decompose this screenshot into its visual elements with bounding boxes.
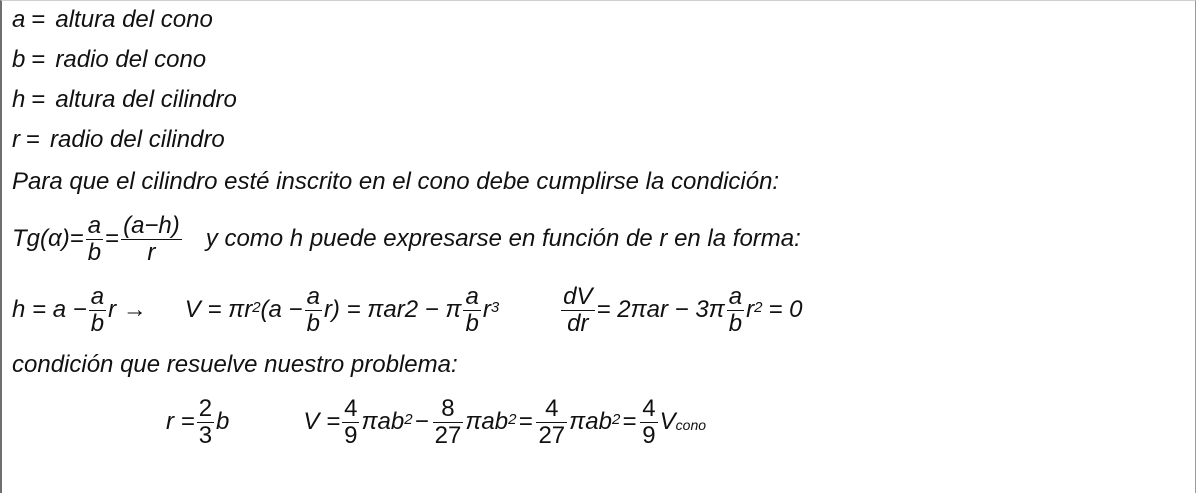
equals-sign: =: [31, 6, 46, 33]
definition-symbol: b: [12, 46, 26, 73]
denominator: 3: [198, 421, 213, 449]
numerator: (a−h): [123, 211, 180, 239]
condition-text: Para que el cilindro esté inscrito en el cono debe cumplirse la condición:: [12, 168, 780, 195]
fraction-4-over-27: [536, 396, 567, 449]
denominator: 27: [538, 421, 566, 449]
definition-symbol: r: [12, 126, 20, 153]
numerator: 4: [545, 394, 559, 422]
fraction-4-over-9: [342, 396, 359, 449]
exponent: 2: [611, 411, 621, 428]
definition-text: altura del cono: [55, 6, 213, 33]
solve-text: condición que resuelve nuestro problema:: [12, 351, 458, 378]
numerator: a: [465, 282, 479, 310]
fraction-a-over-b: [727, 284, 744, 337]
exponent: 3: [490, 299, 500, 316]
denominator: b: [306, 309, 320, 337]
h-expression: h = a −: [12, 296, 87, 323]
tg-equals: )=: [61, 225, 84, 252]
numerator: 4: [642, 394, 656, 422]
numerator: a: [87, 211, 102, 239]
fraction-2-over-3: [197, 396, 214, 449]
definition-h: [12, 86, 237, 114]
definition-text: radio del cono: [55, 46, 207, 73]
minus-sign: −: [414, 408, 429, 435]
equals-sign: =: [31, 86, 46, 113]
denominator: 9: [642, 421, 656, 449]
numerator: a: [728, 282, 743, 310]
derivative-expression: = 0: [768, 296, 803, 323]
definition-a: [12, 6, 213, 34]
equals-sign: =: [31, 46, 46, 73]
numerator: a: [306, 282, 320, 310]
numerator: dV: [563, 282, 593, 310]
derivative-expression: = 2πar − 3π: [596, 296, 725, 323]
volume-expression: V = πr: [184, 296, 253, 323]
numerator: 8: [441, 394, 455, 422]
numerator: 2: [198, 394, 213, 422]
equals-sign: =: [622, 408, 637, 435]
exponent: 2: [508, 411, 517, 428]
result-equations: [166, 392, 706, 452]
volume-equations: [12, 281, 803, 339]
h-expression-tail: r →: [108, 296, 147, 323]
v-result: πab: [465, 408, 509, 435]
volume-expression: r) = πar2 − π: [323, 296, 462, 323]
exponent: 2: [754, 299, 763, 316]
equals-sign: =: [26, 126, 41, 153]
denominator: dr: [567, 309, 589, 337]
v-result: V: [659, 408, 676, 435]
definition-b: [12, 46, 206, 74]
equals-sign: =: [105, 225, 120, 252]
v-result: πab: [361, 408, 405, 435]
fraction-a-over-b: [463, 284, 480, 337]
numerator: a: [90, 282, 105, 310]
subscript: cono: [675, 417, 707, 433]
fraction-4-over-9: [640, 396, 657, 449]
definition-text: radio del cilindro: [50, 126, 225, 153]
definition-symbol: a: [12, 6, 26, 33]
alpha-symbol: α: [48, 225, 62, 252]
volume-expression: (a −: [260, 296, 303, 323]
fraction-a-over-b: [86, 213, 103, 266]
fraction-a-over-b: [305, 284, 322, 337]
denominator: b: [728, 309, 743, 337]
denominator: b: [87, 238, 102, 266]
denominator: r: [147, 238, 156, 266]
definition-text: altura del cilindro: [55, 86, 237, 113]
derivative-expression: r: [746, 296, 755, 323]
fraction-a-over-b: [89, 284, 106, 337]
equals-sign: =: [518, 408, 533, 435]
denominator: b: [90, 309, 105, 337]
tg-description: y como h puede expresarse en función de r en la forma:: [205, 225, 801, 252]
fraction-8-over-27: [433, 396, 464, 449]
denominator: b: [465, 309, 479, 337]
denominator: 9: [344, 421, 358, 449]
definition-symbol: h: [12, 86, 26, 113]
tg-lhs: Tg(: [12, 225, 48, 252]
volume-expression: r: [482, 296, 491, 323]
exponent: 2: [252, 299, 261, 316]
tangent-equation: [12, 211, 801, 267]
denominator: 27: [434, 421, 462, 449]
r-result: r =: [166, 408, 195, 435]
definition-r: [12, 126, 225, 154]
v-result: πab: [569, 408, 612, 435]
v-result: V =: [303, 408, 341, 435]
r-result: b: [216, 408, 230, 435]
derivative-fraction: [561, 284, 594, 337]
fraction-a-minus-h-over-r: [121, 213, 182, 266]
numerator: 4: [344, 394, 358, 422]
exponent: 2: [404, 411, 413, 428]
